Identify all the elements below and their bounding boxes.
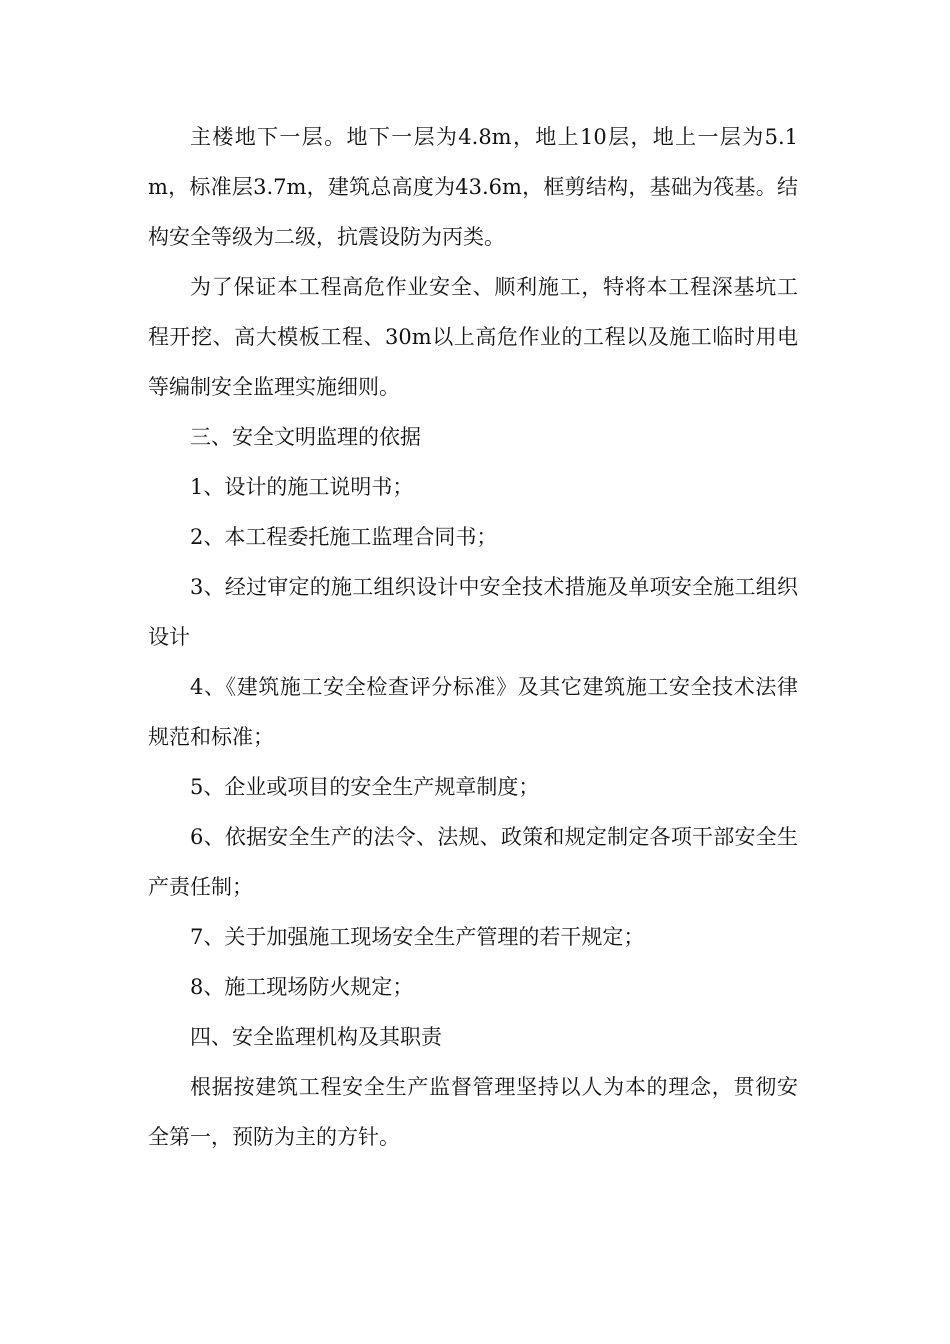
paragraph-principle: 根据按建筑工程安全生产监督管理坚持以人为本的理念，贯彻安全第一，预防为主的方针。 [148,1075,798,1149]
list-item-basis-4: 4、《建筑施工安全检查评分标准》及其它建筑施工安全技术法律规范和标准； [148,675,798,749]
paragraph-purpose: 为了保证本工程高危作业安全、顺利施工，特将本工程深基坑工程开挖、高大模板工程、30m以上高危作业的工程以及施工临时用电等编制安全监理实施细则。 [148,275,798,399]
list-item-basis-6: 6、依据安全生产的法令、法规、政策和规定制定各项干部安全生产责任制； [148,825,798,899]
document-body [148,112,798,1162]
list-item-basis-8: 8、施工现场防火规定； [190,975,414,999]
section-heading-basis: 三、安全文明监理的依据 [190,425,421,449]
list-item-basis-2: 2、本工程委托施工监理合同书； [190,525,498,549]
list-item-basis-1: 1、设计的施工说明书； [190,475,414,499]
paragraph-project-overview: 主楼地下一层。地下一层为4.8m，地上10层，地上一层为5.1m，标准层3.7m，建筑总高度为43.6m，框剪结构，基础为筏基。结构安全等级为二级，抗震设防为丙类。 [148,125,798,249]
list-item-basis-7: 7、关于加强施工现场安全生产管理的若干规定； [190,925,645,949]
list-item-basis-5: 5、企业或项目的安全生产规章制度； [190,775,540,799]
section-heading-organization: 四、安全监理机构及其职责 [190,1025,442,1049]
list-item-basis-3: 3、经过审定的施工组织设计中安全技术措施及单项安全施工组织设计 [148,575,798,649]
